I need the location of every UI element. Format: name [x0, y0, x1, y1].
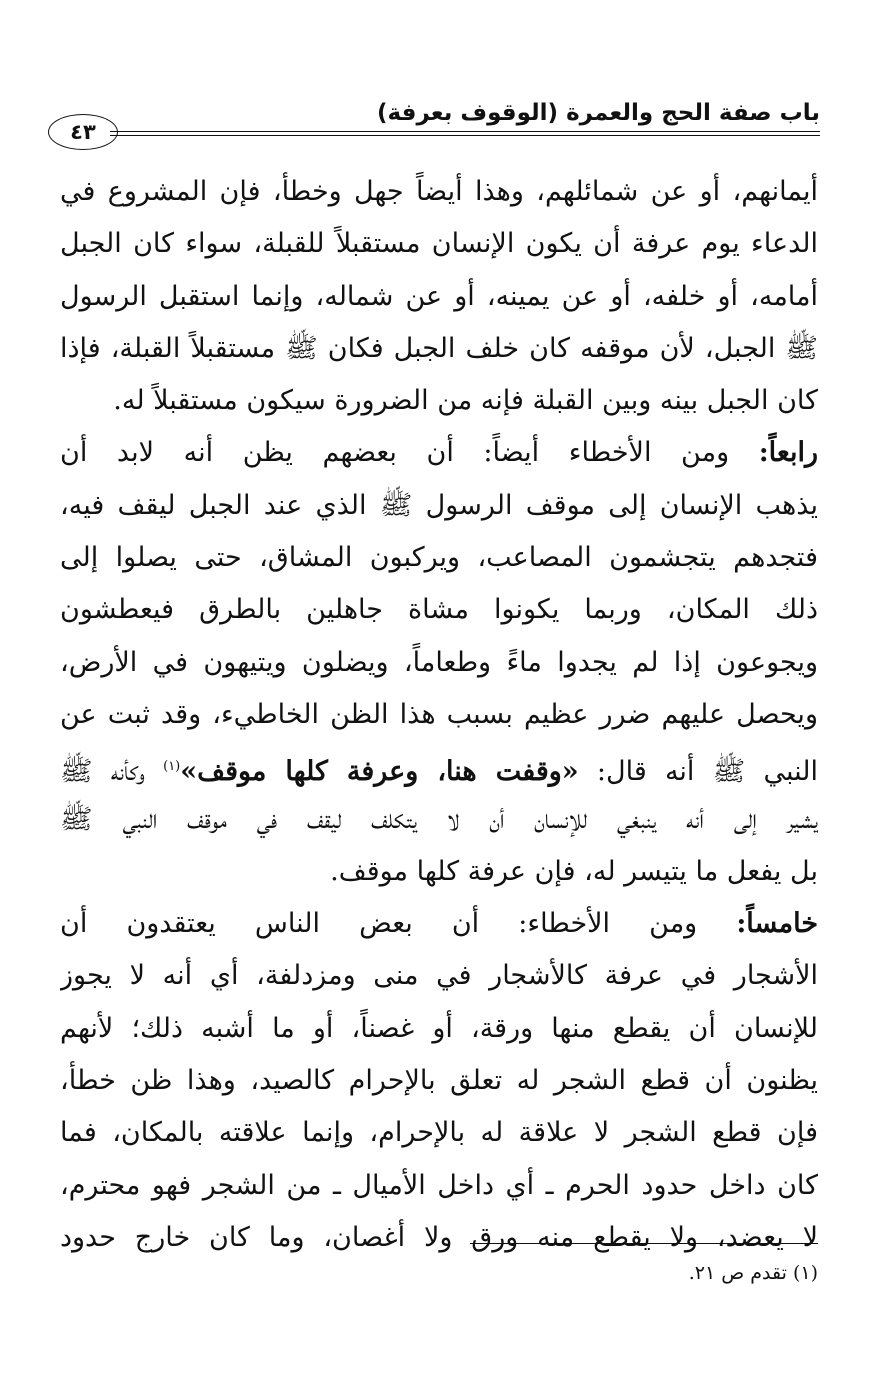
- text-line: الأشجار في عرفة كالأشجار في منى ومزدلفة، أي أنه لا يجوز: [60, 960, 818, 992]
- text-line: للإنسان أن يقطع منها ورقة، أو غصناً، أو ما أشبه ذلك؛ لأنهم: [60, 1012, 818, 1044]
- text-line: فتجدهم يتجشمون المصاعب، ويركبون المشاق، حتى يصلوا إلى: [60, 542, 818, 574]
- text-line: يذهب الإنسان إلى موقف الرسول ﷺ الذي عند الجبل ليقف فيه،: [60, 489, 818, 521]
- footnote: (١) تقدم ص ٢١.: [688, 1262, 818, 1284]
- text-line: [60, 427, 818, 479]
- text-line: كان الجبل بينه وبين القبلة فإنه من الضرورة سيكون مستقبلاً له.: [113, 385, 818, 417]
- text-span: ومن الأخطاء: أن بعض الناس يعتقدون أن: [60, 908, 698, 940]
- text-line: لا يعضد، ولا يقطع منه ورق ولا أغصان، وما كان خارج حدود: [60, 1221, 818, 1253]
- text-line: [60, 898, 818, 950]
- text-line: [60, 741, 818, 793]
- text-span: النبي ﷺ أنه قال:: [596, 756, 818, 788]
- footnote-ref: (١): [163, 759, 181, 775]
- text-line: ويجوعون إذا لم يجدوا ماءً وطعاماً، ويضلون ويتيهون في الأرض،: [60, 646, 818, 678]
- text-line: أمامه، أو خلفه، أو عن يمينه، أو عن شماله، وإنما استقبل الرسول: [60, 280, 818, 312]
- text-line: ﷺ الجبل، لأن موقفه كان خلف الجبل فكان ﷺ مستقبلاً القبلة، فإذا: [60, 332, 818, 364]
- text-line: الدعاء يوم عرفة أن يكون الإنسان مستقبلاً للقبلة، سواء كان الجبل: [60, 228, 818, 260]
- text-line: يظنون أن قطع الشجر له تعلق بالإحرام كالصيد، وهذا ظن خطأ،: [60, 1065, 818, 1097]
- hadith-quote: «وقفت هنا، وعرفة كلها موقف»: [180, 756, 579, 788]
- text-line: أيمانهم، أو عن شمائلهم، وهذا أيضاً جهل وخطأ، فإن المشروع في: [60, 176, 818, 207]
- text-line: كان داخل حدود الحرم ـ أي داخل الأميال ـ من الشجر فهو محترم،: [60, 1169, 818, 1201]
- text-line: بل يفعل ما يتيسر له، فإن عرفة كلها موقف.: [330, 855, 818, 887]
- text-line: يشير إلى أنه ينبغي للإنسان أن لا يتكلف ليقف في موقف النبي ﷺ: [60, 803, 818, 835]
- text-span: وكأنه ﷺ: [60, 756, 145, 788]
- footnote-rule: [470, 1243, 818, 1244]
- chapter-title: باب صفة الحج والعمرة (الوقوف بعرفة): [376, 100, 820, 126]
- section-label-fourth: رابعاً:: [758, 437, 818, 469]
- section-label-fifth: خامساً:: [736, 908, 818, 940]
- text-span: ومن الأخطاء أيضاً: أن بعضهم يظن أنه لابد أن: [60, 437, 730, 469]
- text-line: فإن قطع الشجر لا علاقة له بالإحرام، وإنما علاقته بالمكان، فما: [60, 1117, 818, 1149]
- text-line: ويحصل عليهم ضرر عظيم بسبب هذا الظن الخاطيء، وقد ثبت عن: [60, 698, 818, 730]
- header-rule: [110, 131, 820, 136]
- running-header: [48, 100, 820, 150]
- text-line: ذلك المكان، وربما يكونوا مشاة جاهلين بالطرق فيعطشون: [60, 594, 818, 626]
- body-text: [60, 166, 818, 1264]
- page-number: ٤٣: [48, 114, 118, 150]
